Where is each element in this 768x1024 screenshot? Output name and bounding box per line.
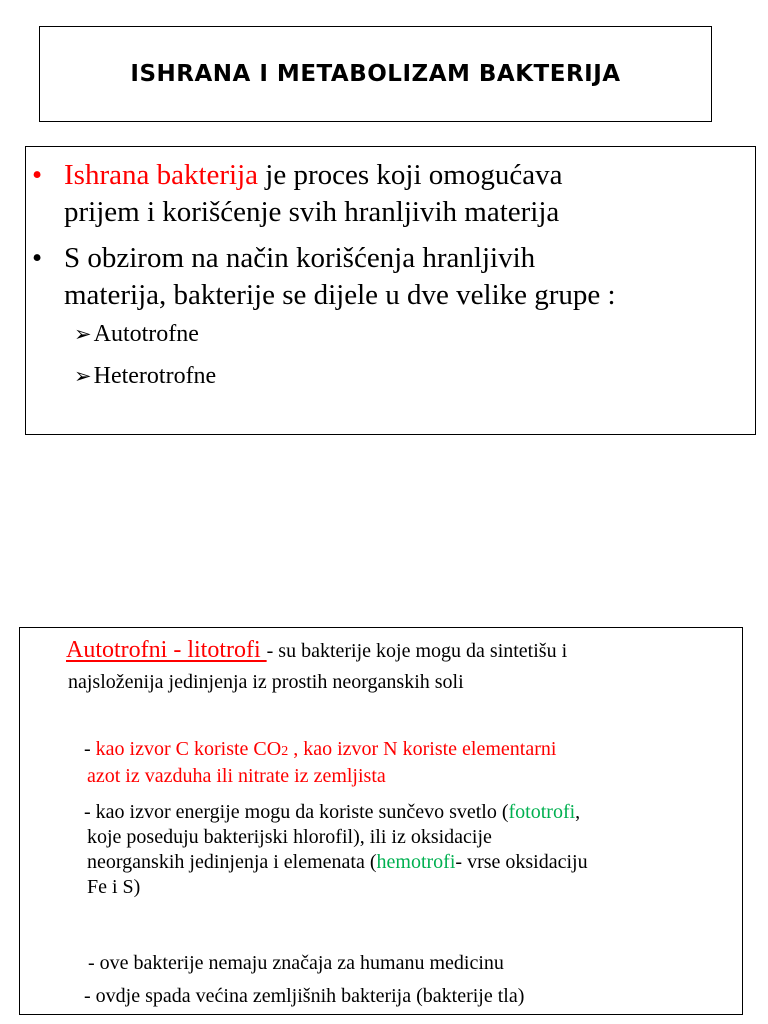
intro-box	[25, 146, 756, 435]
autotroph-heading: Autotrofni - litotrofi	[66, 637, 267, 663]
energy-line2: koje poseduju bakterijski hlorofil), ili iz oksidacije	[87, 826, 492, 848]
sub-item-label: Heterotrofne	[93, 363, 217, 389]
bullet-2-text-line2: materija, bakterije se dijele u dve velike grupe :	[64, 279, 616, 311]
carbon-nitrogen-paragraph	[84, 737, 556, 789]
page-title: ISHRANA I METABOLIZAM BAKTERIJA	[130, 61, 621, 87]
arrow-bullet-icon: ➢	[74, 364, 92, 388]
energy-line3-rest: - vrse oksidaciju	[455, 851, 588, 873]
autotroph-heading-line2: najsloženija jedinjenja iz prostih neorganskih soli	[68, 671, 464, 693]
energy-paragraph	[84, 800, 588, 900]
medical-significance-text: - ove bakterije nemaju značaja za humanu medicinu	[88, 952, 504, 974]
dash: -	[84, 738, 96, 760]
energy-line4: Fe i S)	[87, 876, 141, 898]
bullet-item-2	[32, 240, 742, 314]
bullet-2-text: S obzirom na način korišćenja hranljivih	[64, 242, 536, 274]
arrow-bullet-icon: ➢	[74, 322, 92, 346]
sub-item-autotrofne	[74, 319, 199, 349]
nitrogen-source-line2: azot iz vazduha ili nitrate iz zemljista	[87, 765, 386, 787]
energy-line3: neorganskih jedinjenja i elemenata (	[87, 851, 377, 873]
sub-item-label: Autotrofne	[93, 321, 199, 347]
bullet-marker: •	[32, 159, 43, 191]
sub-item-heterotrofne	[74, 361, 216, 391]
autotroph-box	[19, 627, 743, 1015]
fototrofi-term: fototrofi	[508, 801, 576, 823]
bullet-1-text: je proces koji omogućava	[258, 159, 563, 191]
carbon-source-text: kao izvor C koriste CO	[95, 738, 282, 760]
bullet-marker: •	[32, 242, 43, 274]
co2-subscript: 2	[281, 744, 289, 759]
autotroph-heading-paragraph	[66, 638, 567, 664]
energy-text: - kao izvor energije mogu da koriste sunčevo svetlo (	[84, 801, 509, 823]
bullet-item-1	[32, 157, 742, 231]
hemotrofi-term: hemotrofi	[376, 851, 456, 873]
bullet-1-highlight: Ishrana bakterija	[64, 159, 259, 191]
bullet-1-text-line2: prijem i korišćenje svih hranljivih materija	[64, 196, 560, 228]
title-box	[39, 26, 712, 122]
autotroph-heading-rest: - su bakterije koje mogu da sintetišu i	[266, 640, 568, 662]
comma: ,	[575, 801, 581, 823]
soil-bacteria-text: - ovdje spada većina zemljišnih bakterija (bakterije tla)	[84, 985, 525, 1007]
nitrogen-source-text: , kao izvor N koriste elementarni	[288, 738, 557, 760]
